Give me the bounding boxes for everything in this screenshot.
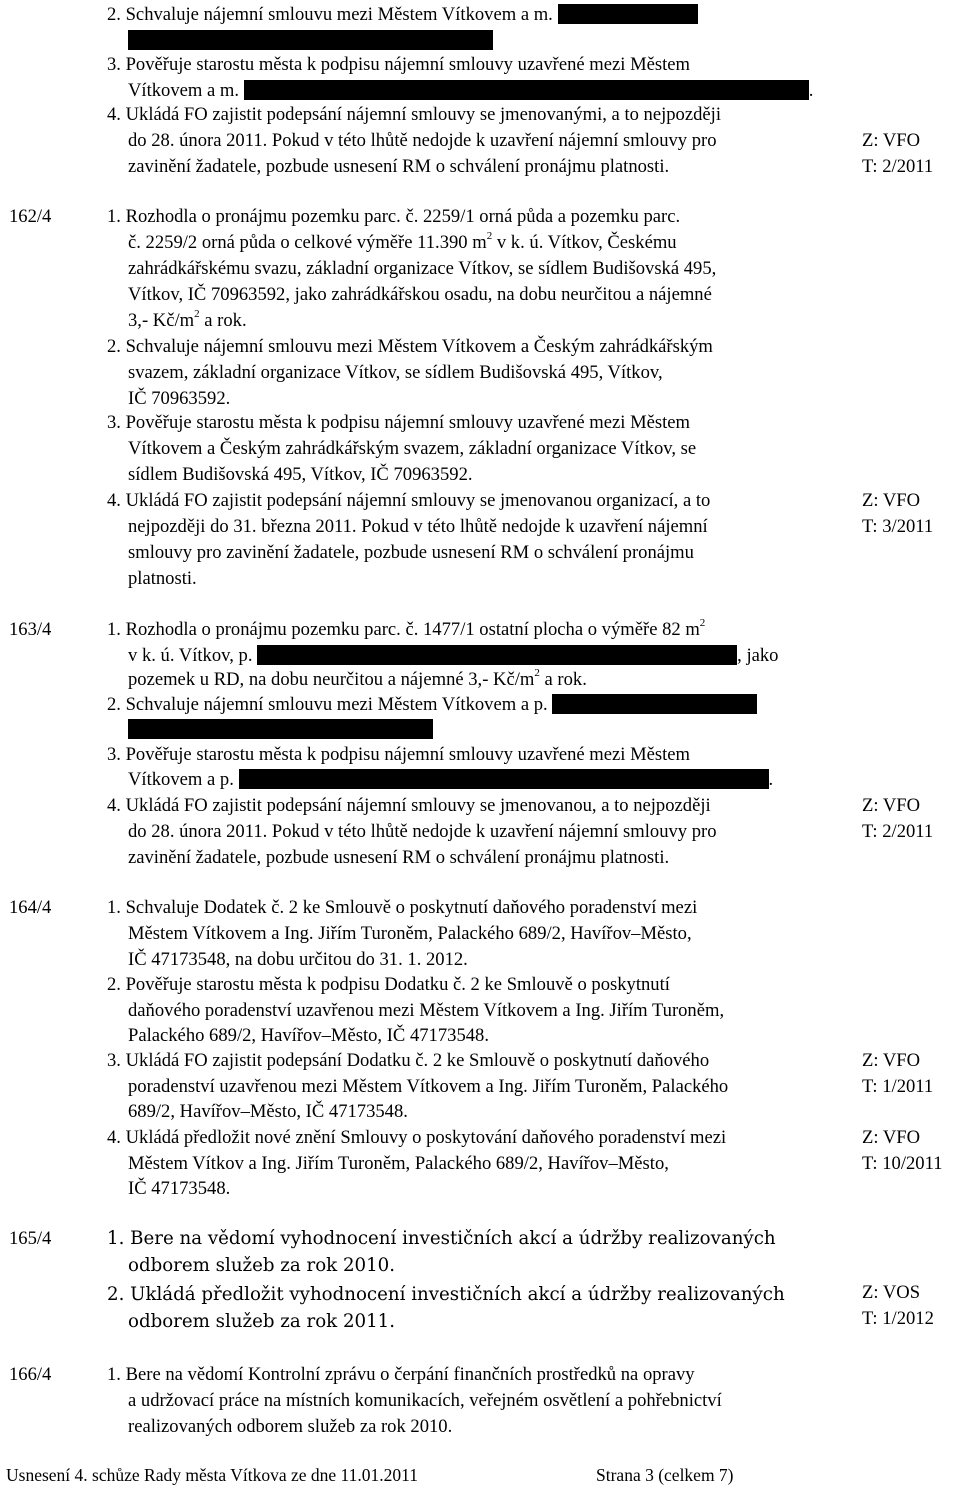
responsible-person: Z: VFO — [862, 1127, 921, 1148]
resolution-item-cont — [128, 78, 813, 104]
redaction-bar — [128, 719, 433, 739]
resolution-item-cont: zavinění žadatele, pozbude usnesení RM o schválení pronájmu platnosti. — [128, 847, 670, 868]
item-text: č. 2259/2 orná půda o celkové výměře 11.390 m — [128, 232, 487, 253]
redaction-line — [128, 717, 433, 743]
redaction-bar — [552, 694, 757, 714]
redaction-bar — [558, 4, 698, 24]
responsible-person: Z: VFO — [862, 490, 921, 511]
resolution-item-cont: do 28. února 2011. Pokud v této lhůtě nedojde k uzavření nájemní smlouvy pro — [128, 130, 717, 151]
resolution-item: 2. Schvaluje nájemní smlouvu mezi Městem Vítkovem a Českým zahrádkářským — [107, 336, 713, 357]
deadline: T: 2/2011 — [862, 821, 934, 842]
item-text: a rok. — [199, 310, 247, 331]
resolution-item — [107, 692, 757, 718]
item-text: , jako — [737, 645, 779, 666]
resolution-item: 4. Ukládá FO zajistit podepsání nájemní smlouvy se jmenovanou, a to nejpozději — [107, 795, 711, 816]
resolution-item-cont: nejpozději do 31. března 2011. Pokud v této lhůtě nedojde k uzavření nájemní — [128, 516, 708, 537]
deadline: T: 3/2011 — [862, 516, 934, 537]
redaction-bar — [244, 80, 809, 100]
resolution-number: 165/4 — [9, 1228, 52, 1249]
resolution-item — [107, 617, 705, 643]
item-text: a rok. — [539, 669, 587, 690]
resolution-item-cont: daňového poradenství uzavřenou mezi Městem Vítkovem a Ing. Jiřím Turoněm, — [128, 1000, 725, 1021]
deadline: T: 1/2011 — [862, 1076, 934, 1097]
resolution-item: 3. Pověřuje starostu města k podpisu nájemní smlouvy uzavřené mezi Městem — [107, 744, 690, 765]
item-text: v k. ú. Vítkov, Českému — [492, 232, 677, 253]
resolution-item: 1. Bere na vědomí Kontrolní zprávu o čerpání finančních prostředků na opravy — [107, 1364, 695, 1385]
resolution-item-cont: Městem Vítkovem a Ing. Jiřím Turoněm, Palackého 689/2, Havířov–Město, — [128, 923, 692, 944]
resolution-item: 3. Pověřuje starostu města k podpisu nájemní smlouvy uzavřené mezi Městem — [107, 412, 690, 433]
responsible-person: Z: VFO — [862, 795, 921, 816]
resolution-item-cont: zahrádkářskému svazu, základní organizace Vítkov, se sídlem Budišovská 495, — [128, 258, 717, 279]
item-text: Vítkovem a m. — [128, 80, 240, 101]
responsible-person: Z: VFO — [862, 130, 921, 151]
item-text: 2. Schvaluje nájemní smlouvu mezi Městem Vítkovem a m. — [107, 4, 553, 25]
item-text: pozemek u RD, na dobu neurčitou a nájemné 3,- Kč/m — [128, 669, 535, 690]
resolution-item — [107, 2, 698, 28]
item-text: Vítkovem a p. — [128, 769, 234, 790]
item-text: v k. ú. Vítkov, p. — [128, 645, 253, 666]
resolution-item-cont — [128, 643, 778, 669]
resolution-item: 4. Ukládá FO zajistit podepsání nájemní smlouvy se jmenovanými, a to nejpozději — [107, 104, 721, 125]
resolution-item: 1. Schvaluje Dodatek č. 2 ke Smlouvě o poskytnutí daňového poradenství mezi — [107, 897, 698, 918]
resolution-item-cont: sídlem Budišovská 495, Vítkov, IČ 70963592. — [128, 464, 473, 485]
resolution-number: 166/4 — [9, 1364, 52, 1385]
resolution-item-cont: odborem služeb za rok 2010. — [128, 1255, 396, 1276]
resolution-item-cont: IČ 70963592. — [128, 388, 231, 409]
item-text: . — [808, 80, 814, 101]
resolution-item: 3. Pověřuje starostu města k podpisu nájemní smlouvy uzavřené mezi Městem — [107, 54, 690, 75]
superscript: 2 — [486, 229, 493, 242]
resolution-item-cont: do 28. února 2011. Pokud v této lhůtě nedojde k uzavření nájemní smlouvy pro — [128, 821, 717, 842]
superscript: 2 — [534, 666, 540, 679]
resolution-item-cont: poradenství uzavřenou mezi Městem Vítkovem a Ing. Jiřím Turoněm, Palackého — [128, 1076, 729, 1097]
resolution-item: 1. Bere na vědomí vyhodnocení investičních akcí a údržby realizovaných — [107, 1228, 776, 1249]
resolution-item-cont: smlouvy pro zavinění žadatele, pozbude usnesení RM o schválení pronájmu — [128, 542, 694, 563]
resolution-item-cont: a udržovací práce na místních komunikacích, veřejném osvětlení a pohřebnictví — [128, 1390, 722, 1411]
resolution-item-cont: Palackého 689/2, Havířov–Město, IČ 47173548. — [128, 1025, 489, 1046]
redaction-bar — [257, 645, 737, 665]
resolution-item-cont: IČ 47173548, na dobu určitou do 31. 1. 2012. — [128, 949, 468, 970]
resolution-item-cont: zavinění žadatele, pozbude usnesení RM o schválení pronájmu platnosti. — [128, 156, 670, 177]
resolution-item-cont: IČ 47173548. — [128, 1178, 231, 1199]
resolution-item-cont: Městem Vítkov a Ing. Jiřím Turoněm, Palackého 689/2, Havířov–Město, — [128, 1153, 669, 1174]
deadline: T: 1/2012 — [862, 1308, 934, 1329]
deadline: T: 10/2011 — [862, 1153, 943, 1174]
resolution-item: 3. Ukládá FO zajistit podepsání Dodatku č. 2 ke Smlouvě o poskytnutí daňového — [107, 1050, 710, 1071]
resolution-item-cont — [128, 767, 773, 793]
superscript: 2 — [194, 307, 200, 320]
resolution-number: 163/4 — [9, 619, 52, 640]
resolution-item: 4. Ukládá FO zajistit podepsání nájemní smlouvy se jmenovanou organizací, a to — [107, 490, 711, 511]
redaction-bar — [239, 769, 769, 789]
item-text: . — [768, 769, 774, 790]
resolution-item-cont: Vítkovem a Českým zahrádkářským svazem, základní organizace Vítkov, se — [128, 438, 697, 459]
resolution-number: 164/4 — [9, 897, 52, 918]
item-text: 1. Rozhodla o pronájmu pozemku parc. č. 1477/1 ostatní plocha o výměře 82 m — [107, 619, 700, 640]
deadline: T: 2/2011 — [862, 156, 934, 177]
resolution-item-cont: realizovaných odborem služeb za rok 2010. — [128, 1416, 453, 1437]
item-text: 2. Schvaluje nájemní smlouvu mezi Městem Vítkovem a p. — [107, 694, 548, 715]
superscript: 2 — [699, 616, 706, 629]
resolution-item-cont: svazem, základní organizace Vítkov, se sídlem Budišovská 495, Vítkov, — [128, 362, 663, 383]
redaction-bar — [128, 30, 493, 50]
resolution-item-cont: Vítkov, IČ 70963592, jako zahrádkářskou osadu, na dobu neurčitou a nájemné — [128, 284, 712, 305]
resolution-item-cont — [128, 308, 247, 334]
responsible-person: Z: VFO — [862, 1050, 921, 1071]
resolution-item-cont: 689/2, Havířov–Město, IČ 47173548. — [128, 1101, 408, 1122]
footer-title: Usnesení 4. schůze Rady města Vítkova ze dne 11.01.2011 — [6, 1465, 418, 1485]
footer-page-number: Strana 3 (celkem 7) — [596, 1465, 734, 1485]
resolution-item: 4. Ukládá předložit nové znění Smlouvy o poskytování daňového poradenství mezi — [107, 1127, 727, 1148]
resolution-item: 1. Rozhodla o pronájmu pozemku parc. č. 2259/1 orná půda a pozemku parc. — [107, 206, 681, 227]
resolution-item: 2. Pověřuje starostu města k podpisu Dodatku č. 2 ke Smlouvě o poskytnutí — [107, 974, 670, 995]
resolution-item-cont: platnosti. — [128, 568, 197, 589]
resolution-item-cont — [128, 230, 677, 256]
resolution-item-cont — [128, 667, 587, 693]
redaction-line — [128, 28, 493, 54]
item-text: 3,- Kč/m — [128, 310, 195, 331]
resolution-item: 2. Ukládá předložit vyhodnocení investičních akcí a údržby realizovaných — [107, 1284, 785, 1305]
resolution-item-cont: odborem služeb za rok 2011. — [128, 1311, 396, 1332]
responsible-person: Z: VOS — [862, 1282, 921, 1303]
resolution-number: 162/4 — [9, 206, 52, 227]
